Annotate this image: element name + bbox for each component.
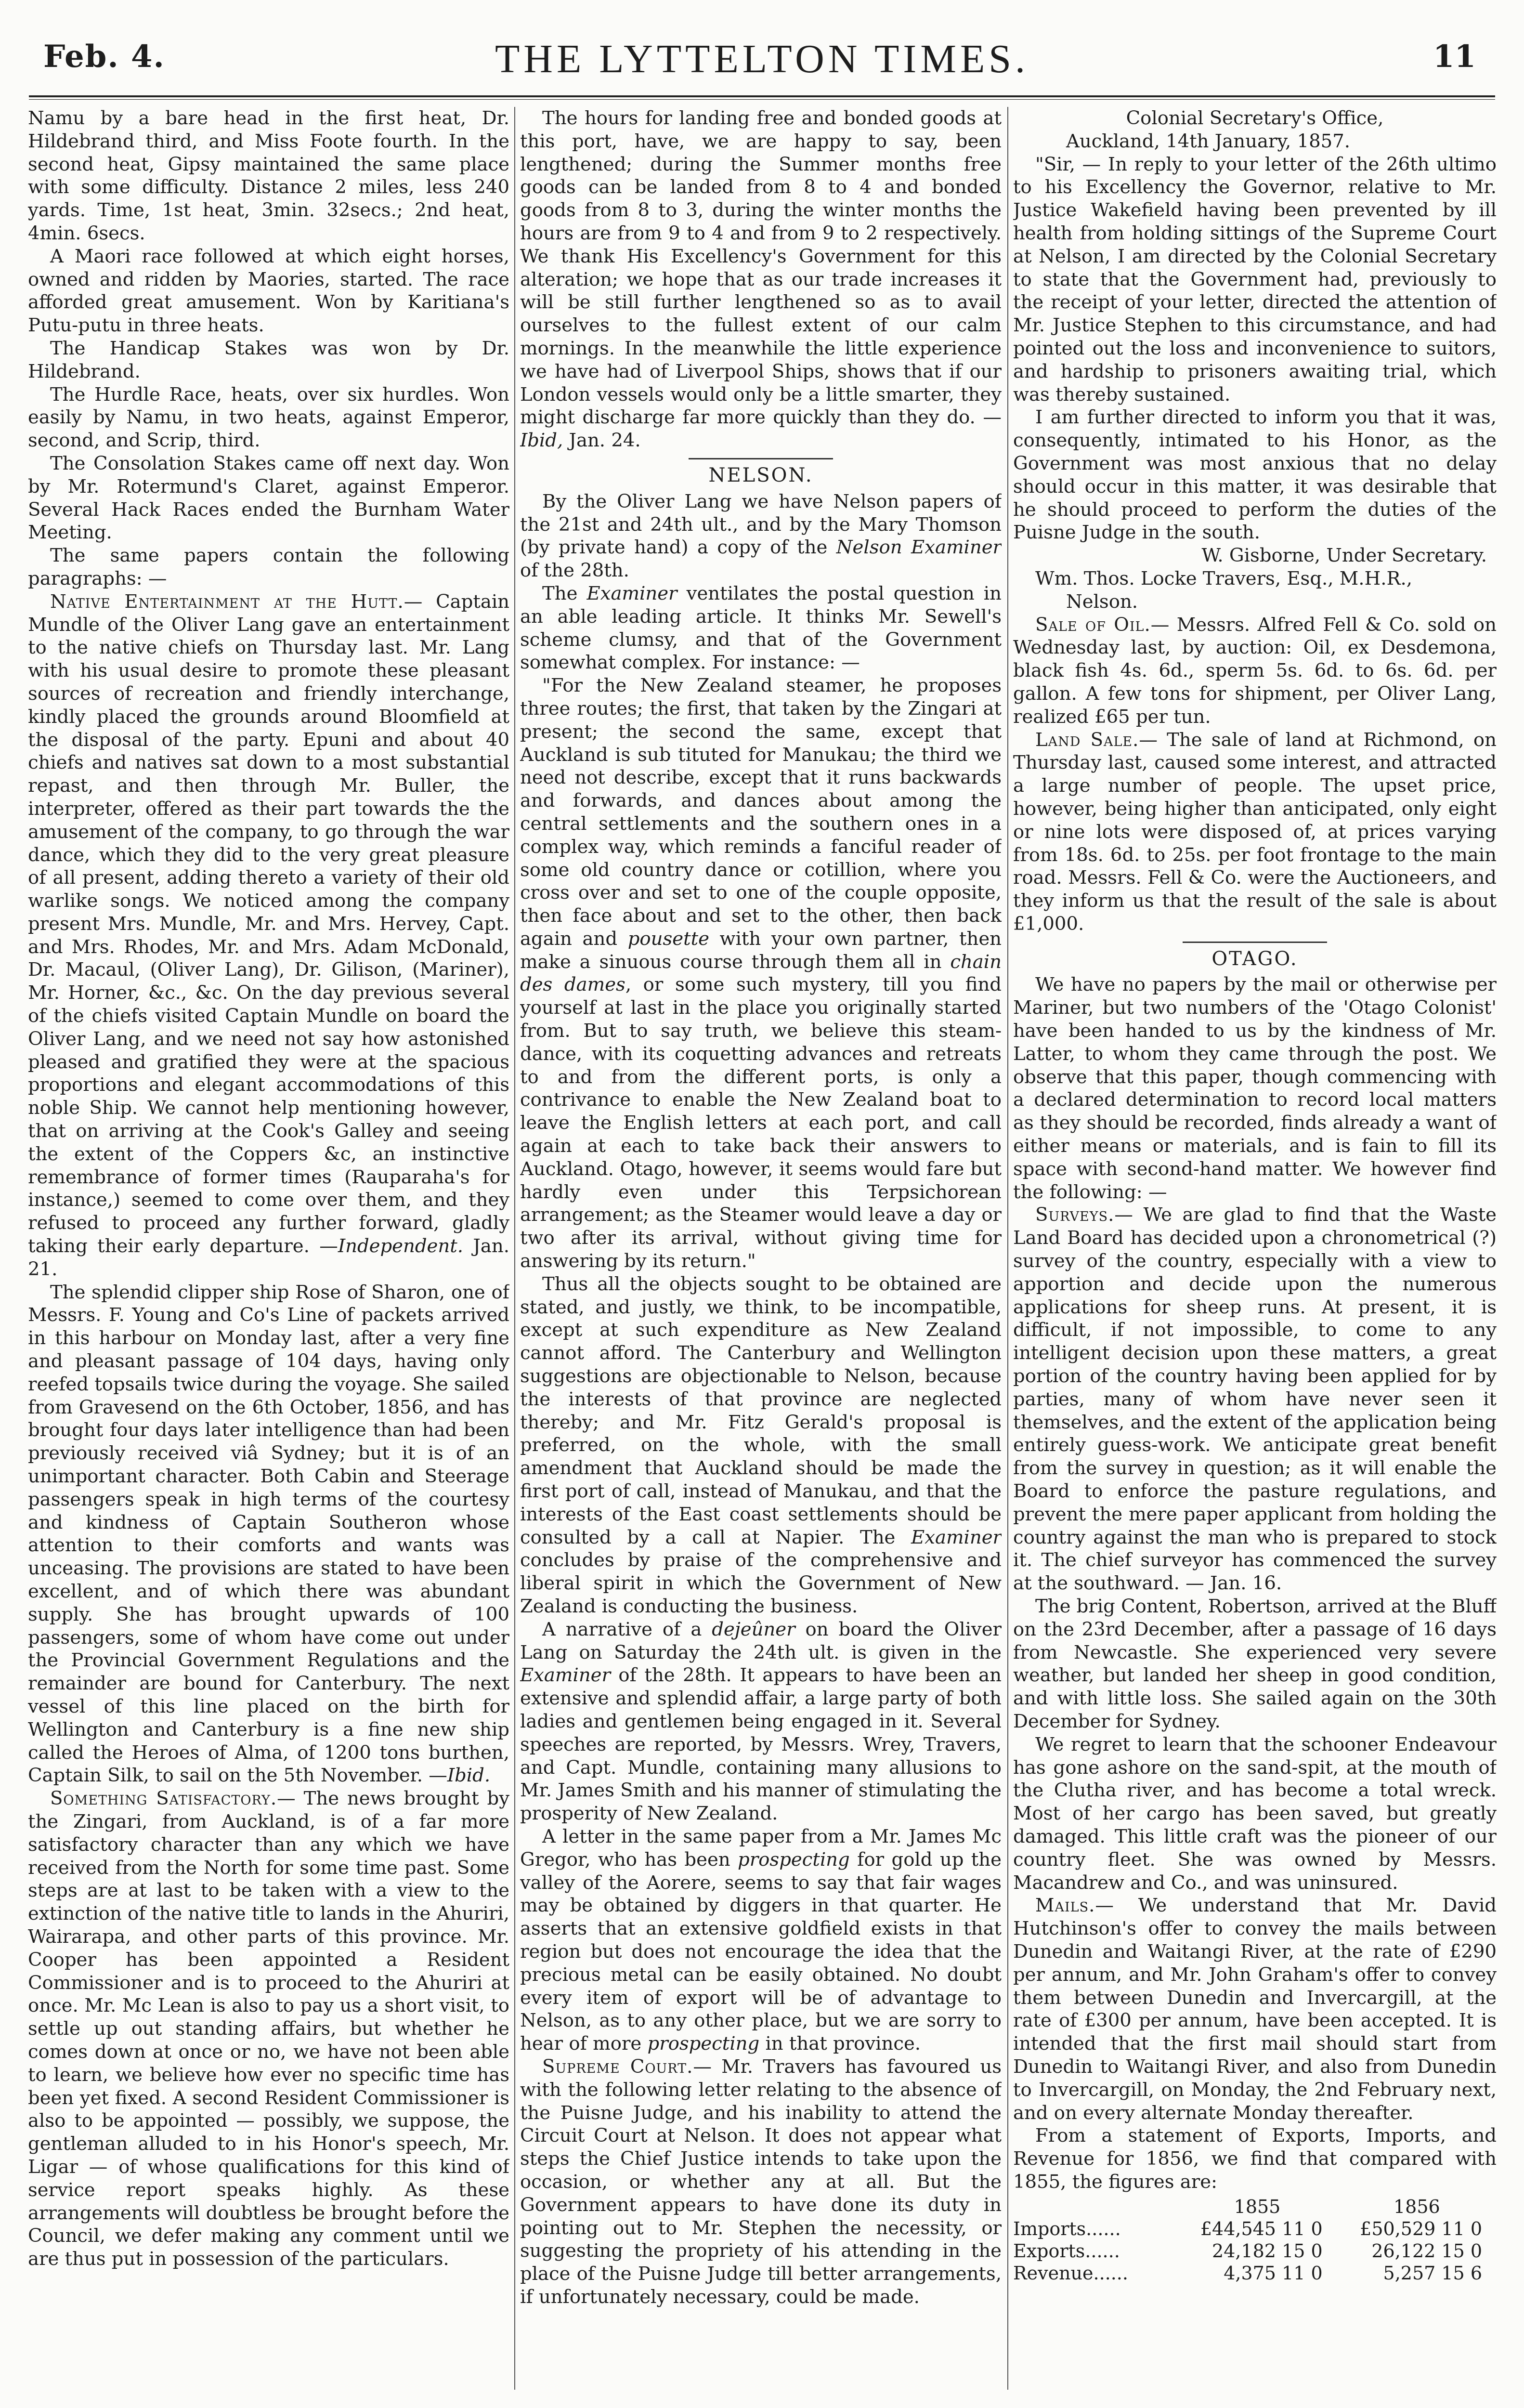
text-run: The: [542, 582, 587, 604]
value-1856: 26,122 15 0: [1371, 2240, 1482, 2262]
text-run: "For the New Zealand steamer, he proposes three routes; the first, that taken by the Zingari at present; the second the same, except that Auckland is sub tituted for Manukau; the third we need not describe, except that it runs backwards and forwards, and dances about among the central settlements and the southern ones in a complex way, which reminds a fanciful reader of some old country dance or cotillion, where you cross over and set to one of the couple opposite, then face about and set to the other, then back again and: [520, 675, 1002, 950]
source-date: Jan. 16.: [1204, 1572, 1282, 1595]
letter-paragraph-2: I am further directed to inform you that it was, consequently, intimated to his Honor, as the Government was most anxious that no delay should occur in this matter, it was desirable that he should proceed to perform the duties of the Puisne Judge in the south.: [1013, 406, 1497, 544]
paper-name: Examiner: [520, 1664, 611, 1687]
letter-addressee: Wm. Thos. Locke Travers, Esq., M.H.R.,: [1035, 567, 1413, 589]
paper-name: Examiner: [586, 582, 677, 604]
text-run: ventilates the postal question in an able leading article. It thinks Mr. Sewell's scheme clumsy, and that of the Government somewhat complex. For instance: —: [520, 582, 1002, 674]
article-body: — Mr. Travers has favoured us with the following letter relating to the absence of the Puisne Judge, and his inability to attend the Circuit Court at Nelson. It does not appear what steps the Chief Justice intends to take upon the occasion, or whether any at all. But the Government appears to have done its duty in pointing out to Mr. Stephen the necessity, or suggesting the propriety of his attending in the place of the Puisne Judge till better arrangements, if unfortunately necessary, could be made.: [520, 2055, 1002, 2308]
masthead: [29, 29, 1495, 87]
value-1855: £44,545 11 0: [1200, 2218, 1323, 2239]
article-body: — Messrs. Alfred Fell & Co. sold on Wednesday last, by auction: Oil, ex Desdemona, black fish 4s. 6d., sperm 5s. 6d. to 6s. 6d. per gallon. A few tons for shipment, per Oliver Lang, realized £65 per tun.: [1013, 614, 1497, 728]
table-row: [1013, 2218, 1497, 2240]
masthead-rule: [29, 95, 1495, 100]
article-heading: Native Entertainment at the Hutt.: [50, 590, 404, 613]
table-header-year: 1856: [1393, 2196, 1440, 2217]
text-run: A narrative of a: [542, 1618, 712, 1640]
otago-heading: OTAGO.: [1211, 947, 1298, 970]
letter-dateline: Auckland, 14th January, 1857.: [1066, 130, 1351, 152]
row-label: Imports......: [1013, 2218, 1121, 2239]
article-heading: Supreme Court.: [542, 2055, 693, 2078]
column-2: [520, 107, 1002, 2390]
column-divider: [514, 107, 515, 2390]
row-label: Exports......: [1013, 2240, 1120, 2262]
supreme-court-article: [520, 2055, 1002, 2309]
table-header-year: 1855: [1234, 2196, 1281, 2217]
italic-term: chain des dames: [520, 951, 1002, 996]
section-rule: [689, 458, 833, 459]
article-heading: Surveys.: [1035, 1204, 1115, 1226]
land-sale-article: [1013, 729, 1497, 936]
text-run: on board the Oliver Lang on Saturday the 24th ult. is given in the: [520, 1618, 1002, 1663]
text-run: , or some such mystery, till you find yourself at last in the place you originally started from. But to say truth, we believe this steam-dance, with its coquetting advances and retreats to and from the different ports, is only a contrivance to enable the New Zealand boat to leave the English letters at each port, and call again at each to take back their answers to Auckland. Otago, however, it seems would fare but hardly even under this Terpsichorean arrangement; as the Steamer would leave a day or two after its arrival, without giving time for answering by its return.": [520, 974, 1002, 1272]
section-rule: [1183, 942, 1327, 943]
steamer-quotation: [520, 674, 1002, 1273]
race-results-paragraph: Namu by a bare head in the first heat, Dr. Hildebrand third, and Miss Foote fourth. In the second heat, Gipsy maintained the same place with some difficulty. Distance 2 miles, less 240 yards. Time, 1st heat, 3min. 32secs.; 2nd heat, 4min. 6secs.: [28, 107, 509, 244]
text-run: of the 28th. It appears to have been an extensive and splendid affair, a large party of both ladies and gentlemen being engaged in it. Several speeches are reported, by Messrs. Wrey, Travers, and Capt. Mundle, containing many allusions to Mr. James Smith and his manner of stimulating the prosperity of New Zealand.: [520, 1664, 1002, 1825]
text-run: with your own partner, then make a sinuous course through them all in: [520, 928, 1002, 973]
italic-term: pousette: [627, 928, 709, 950]
native-entertainment-article: [28, 590, 509, 1281]
column-divider: [1007, 107, 1008, 2390]
handicap-paragraph: The Handicap Stakes was won by Dr. Hildebrand.: [28, 337, 509, 382]
surveys-article: [1013, 1204, 1497, 1595]
source-attribution: Ibid.: [447, 1765, 491, 1787]
hurdle-paragraph: The Hurdle Race, heats, over six hurdles. Won easily by Namu, in two heats, against Emperor, second, and Scrip, third.: [28, 383, 509, 452]
paper-name: Examiner: [911, 1526, 1002, 1548]
article-heading: Sale of Oil.: [1035, 614, 1151, 636]
letter-paragraph-1: "Sir, — In reply to your letter of the 26th ultimo to his Excellency the Governor, relative to Mr. Justice Wakefield having been prevented by ill health from holding sittings of the Supreme Court at Nelson, I am directed by the Colonial Secretary to state that the Government had, previously to the receipt of your letter, directed the attention of Mr. Justice Stephen to this circumstance, and had pointed out the loss and inconvenience to suitors, and hardship to prisoners awaiting trial, which was thereby sustained.: [1013, 153, 1497, 406]
article-body: The splendid clipper ship Rose of Sharon, one of Messrs. F. Young and Co's Line of packets arrived in this harbour on Monday last, after a very fine and pleasant passage of 104 days, having only reefed topsails twice during the voyage. She sailed from Gravesend on the 6th October, 1856, and has brought four days later intelligence than had been previously received viâ Sydney; but it is of an unimportant character. Both Cabin and Steerage passengers speak in high terms of the courtesy and kindness of Captain Southeron whose attention to their comforts and wants was unceasing. The provisions are stated to have been excellent, and of which there was abundant supply. She has brought upwards of 100 passengers, some of whom have come out under the Provincial Government Regulations and the remainder are bound for Canterbury. The next vessel of this line placed on the birth for Wellington and Canterbury is a fine new ship called the Heroes of Alma, of 1200 tons burthen, Captain Silk, to sail on the 5th November. —: [28, 1281, 509, 1787]
source-date: Jan. 21.: [28, 1235, 509, 1280]
article-body: — We understand that Mr. David Hutchinson's offer to convey the mails between Dunedin and Waitangi River, at the rate of £290 per annum, and Mr. John Graham's offer to convey them between Dunedin and Invercargill, at the rate of £300 per annum, have been accepted. It is intended that the first mail should start from Dunedin to Waitangi River, and also from Dunedin to Invercargill, on Monday, the 2nd February next, and on every alternate Monday thereafter.: [1013, 1895, 1497, 2124]
column-3: [1013, 107, 1497, 2390]
article-body: — The sale of land at Richmond, on Thursday last, caused some interest, and attracted a large number of people. The upset price, however, being higher than anticipated, only eight or nine lots were disposed of, at prices varying from 18s. 6d. to 25s. per foot frontage to the main road. Messrs. Fell & Co. were the Auctioneers, and they inform us that the result of the sale is about £1,000.: [1013, 729, 1497, 935]
article-body: — We are glad to find that the Waste Land Board has decided upon a chronometrical (?) survey of the country, especially with a view to apportion and decide upon the numerous applications for sheep runs. At present, it is difficult, if not impossible, to come to any intelligent decision upon these matters, a great portion of the country having been applied for by parties, many of whom have never seen it themselves, and the extent of the application being entirely guess-work. We anticipate great benefit from the survey in question; as it will enable the Board to enforce the pasture regulations, and prevent the mere paper applicant from holding the country against the man who is prepared to stock it. The chief surveyor has commenced the survey at the southward. —: [1013, 1204, 1497, 1595]
value-1855: 4,375 11 0: [1224, 2262, 1323, 2284]
source-attribution: Independent.: [338, 1235, 463, 1257]
paper-name: Nelson Examiner: [836, 537, 1002, 559]
source-attribution: Ibid,: [520, 430, 563, 452]
value-1856: £50,529 11 0: [1360, 2218, 1482, 2239]
text-run: for gold up the valley of the Aorere, seems to say that fair wages may be obtained by diggers in that quarter. He asserts that an extensive goldfield exists in that region but does not encourage the idea that the precious metal can be easily obtained. No doubt every item of export will be of advantage to Nelson, as to any other place, but we are sorry to hear of more: [520, 1848, 1002, 2055]
nelson-heading: NELSON.: [708, 464, 813, 486]
article-body: The hours for landing free and bonded goods at this port, have, we are happy to say, been lengthened; during the Summer months free goods can be landed from 8 to 4 and bonded goods from 8 to 3, during the winter months the hours are from 9 to 4 and from 9 to 2 respectively. We thank His Excellency's Government for this alteration; we hope that as our trade increases it will be still further lengthened so as to avail ourselves to the fullest extent of our calm mornings. In the meanwhile the little experience we have had of Liverpool Ships, shows that if our London vessels would only be a little smarter, they might discharge far more quickly than they do. —: [520, 107, 1002, 429]
letter-addressee-place: Nelson.: [1066, 590, 1138, 613]
text-run: By the Oliver Lang we have Nelson papers of the 21st and 24th ult., and by the Mary Thomson (by private hand) a copy of the: [520, 490, 1002, 559]
maori-race-paragraph: A Maori race followed at which eight horses, owned and ridden by Maories, started. The race afforded great amusement. Won by Karitiana's Putu-putu in three heats.: [28, 245, 509, 337]
table-row: [1013, 2262, 1497, 2284]
text-run: concludes by praise of the comprehensive and liberal spirit in which the Government of New Zealand is conducting the business.: [520, 1549, 1002, 1617]
endeavour-wreck-paragraph: We regret to learn that the schooner Endeavour has gone ashore on the sand-spit, at the mouth of the Clutha river, and has become a total wreck. Most of her cargo has been saved, but greatly damaged. This little craft was the pioneer of our country fleet. She was owned by Messrs. Macandrew and Co., and was uninsured.: [1013, 1733, 1497, 1894]
nelson-papers-paragraph: [520, 490, 1002, 582]
row-label: Revenue......: [1013, 2262, 1128, 2284]
rose-of-sharon-article: [28, 1281, 509, 1788]
letter-signature: W. Gisborne, Under Secretary.: [1201, 545, 1487, 567]
text-run: A letter in the same paper from a Mr. James Mc Gregor, who has been: [520, 1825, 1002, 1871]
landing-hours-article: [520, 107, 1002, 452]
italic-term: dejeûner: [712, 1618, 795, 1640]
trade-figures-table: [1013, 2196, 1497, 2284]
table-header-blank: [1013, 2196, 1177, 2218]
postal-question-paragraph: [520, 582, 1002, 674]
sale-of-oil-article: [1013, 614, 1497, 729]
text-run: in that province.: [759, 2033, 921, 2055]
something-satisfactory-article: [28, 1787, 509, 2271]
source-date: Jan. 24.: [563, 430, 641, 452]
newspaper-title: THE LYTTELTON TIMES.: [495, 37, 1029, 81]
table-header-row: [1013, 2196, 1497, 2218]
issue-date: Feb. 4.: [43, 39, 165, 75]
text-run: of the 28th.: [520, 560, 629, 582]
consolation-paragraph: The Consolation Stakes came off next day. Won by Mr. Rotermund's Claret, against Emperor. Several Hack Races ended the Burnham Water Meeting.: [28, 452, 509, 544]
article-heading: Something Satisfactory.: [50, 1788, 277, 1810]
table-row: [1013, 2240, 1497, 2262]
statement-intro: From a statement of Exports, Imports, and Revenue for 1856, we find that compared with 1855, the figures are:: [1013, 2125, 1497, 2193]
brig-content-paragraph: The brig Content, Robertson, arrived at the Bluff on the 23rd December, after a passage of 16 days from Newcastle. She experienced very severe weather, but landed her sheep in good condition, and with little loss. She sailed again on the 30th December for Sydney.: [1013, 1596, 1497, 1732]
dejeuner-paragraph: [520, 1618, 1002, 1825]
article-body: — Captain Mundle of the Oliver Lang gave an entertainment to the native chiefs on Thursday last. Mr. Lang with his usual desire to promote these pleasant sources of recreation and friendly interchange, kindly placed the grounds around Bloomfield at the disposal of the party. Epuni and about 40 chiefs and natives sat down to a most substantial repast, and then through Mr. Buller, the interpreter, offered as their part towards the the amusement of the company, to go through the war dance, which they did to the very great pleasure of all present, adding thereto a variety of their old warlike songs. We noticed among the company present Mrs. Mundle, Mr. and Mrs. Hervey, Capt. and Mrs. Rhodes, Mr. and Mrs. Adam McDonald, Dr. Macaul, (Oliver Lang), Dr. Gilison, (Mariner), Mr. Horner, &c., &c. On the day previous several of the chiefs visited Captain Mundle on board the Oliver Lang, and we need not say how astonished pleased and gratified they were at the spacious proportions and elegant accommodations of this noble Ship. We cannot help mentioning however, that on arriving at the Cook's Galley and seeing the extent of the Coppers &c, an instinctive remembrance of former times (Rauparaha's for instance,) seemed to come over them, and they refused to proceed any further forward, gladly taking their early departure. —: [28, 590, 509, 1257]
objects-sought-paragraph: [520, 1273, 1002, 1618]
otago-intro-paragraph: We have no papers by the mail or otherwise per Mariner, but two numbers of the 'Otago Colonist' have been handed to us by the kindness of Mr. Latter, to whom they came through the post. We observe that this paper, though commencing with a declared determination to record local matters as they should be recorded, finds already a want of either means or materials, and is fain to fill its space with second-hand matter. We however find the following: —: [1013, 974, 1497, 1203]
paragraphs-intro: The same papers contain the following paragraphs: —: [28, 545, 509, 589]
page-number: 11: [1433, 39, 1476, 75]
value-1855: 24,182 15 0: [1212, 2240, 1323, 2262]
column-1: [28, 107, 509, 2390]
prospecting-paragraph: [520, 1825, 1002, 2055]
italic-term: prospecting: [738, 1848, 850, 1871]
value-1856: 5,257 15 6: [1383, 2262, 1482, 2284]
article-body: — The news brought by the Zingari, from Auckland, is of a far more satisfactory character than any which we have received from the North for some time past. Some steps are at last to be taken with a view to the extinction of the native title to lands in the Ahuriri, Wairarapa, and other parts of this province. Mr. Cooper has been appointed a Resident Commissioner and is to proceed to the Ahuriri at once. Mr. Mc Lean is also to pay us a short visit, to settle up out standing affairs, but whether he comes down at once or no, we have not been able to learn, we believe how ever no specific time has been yet fixed. A second Resident Commissioner is also to be appointed — possibly, we suppose, the gentleman alluded to in his Honor's speech, Mr. Ligar — of whose qualifications for this kind of service report speaks highly. As these arrangements will doubtless be brought before the Council, we defer making any comment until we are thus put in possession of the particulars.: [28, 1788, 509, 2270]
article-heading: Land Sale.: [1035, 729, 1139, 751]
mails-article: [1013, 1894, 1497, 2124]
italic-term: prospecting: [647, 2033, 760, 2055]
text-run: Thus all the objects sought to be obtained are stated, and justly, we think, to be incompatible, except at such expenditure as New Zealand cannot afford. The Canterbury and Wellington suggestions are objectionable to Nelson, because the interests of that province are neglected thereby; and Mr. Fitz Gerald's proposal is preferred, on the whole, with the small amendment that Auckland should be made the first port of call, instead of Manukau, and that the interests of the East coast settlements should be consulted by a call at Napier. The: [520, 1273, 1002, 1548]
letter-office: Colonial Secretary's Office,: [1126, 107, 1384, 129]
article-heading: Mails.: [1035, 1895, 1095, 1917]
